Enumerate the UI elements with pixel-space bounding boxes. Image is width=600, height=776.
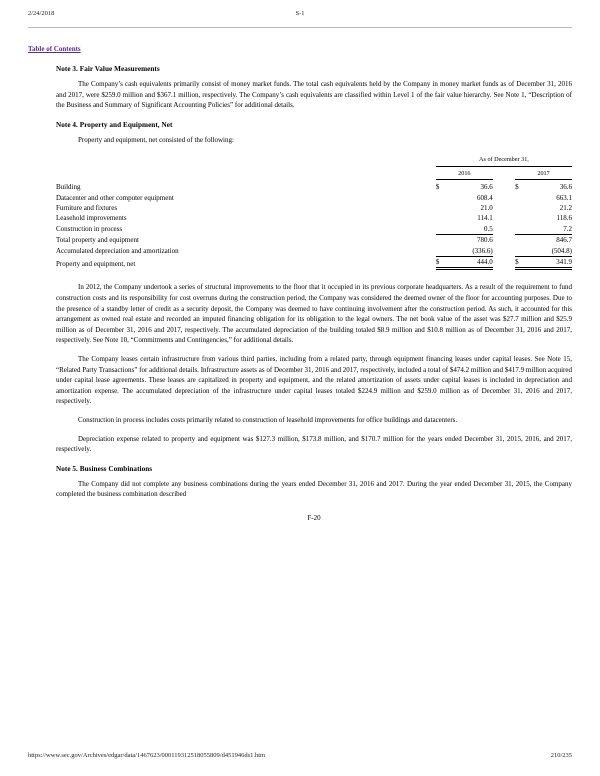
row-label: Total property and equipment — [56, 236, 139, 245]
row-label: Datacenter and other computer equipment — [56, 193, 174, 202]
table-header-span-row — [56, 155, 572, 166]
table-row — [56, 213, 572, 223]
browser-print-footer — [0, 752, 600, 766]
property-and-equipment-table — [56, 155, 572, 270]
currency-symbol-2016 — [436, 213, 446, 223]
value-2016: 444.0 — [446, 257, 493, 269]
column-gap — [493, 203, 515, 213]
note-4-construction-in-process-paragraph: Construction in process includes costs primarily related to construction of leasehold improvements for office buildings and datacenters. — [78, 415, 458, 424]
value-2016: 21.0 — [480, 204, 493, 212]
column-gap — [493, 246, 515, 257]
currency-symbol-2017: $ — [515, 183, 519, 192]
table-row — [56, 203, 572, 213]
row-label: Building — [56, 183, 81, 192]
header-divider — [28, 27, 572, 28]
value-2016: 36.6 — [480, 183, 493, 192]
column-gap — [493, 193, 515, 203]
column-gap — [493, 257, 515, 269]
table-row — [56, 235, 572, 246]
print-date: 2/24/2018 — [28, 10, 55, 17]
column-header-2016: 2016 — [436, 169, 493, 180]
value-2017: 118.6 — [556, 214, 572, 223]
value-2017: 663.1 — [556, 193, 572, 202]
currency-symbol-2016 — [436, 224, 446, 235]
currency-symbol-2017 — [515, 235, 525, 246]
currency-symbol-2016 — [436, 193, 446, 203]
value-2016: 114.1 — [477, 214, 493, 223]
currency-symbol-2017 — [515, 213, 525, 223]
browser-print-header — [0, 10, 600, 24]
column-gap — [414, 235, 436, 246]
value-2017: (504.8) — [551, 246, 572, 255]
value-2016: (336.6) — [472, 246, 493, 255]
note-3-paragraph: The Company’s cash equivalents primarily consist of money market funds. The total cash equivalents held by the Company in money market funds as of December 31, 2016 and 2017, were $259.0 million and $367.1 million, respectively. The Company’s cash equivalents are classified within Level 1 of the fair value hierarchy. See Note 1, “Description of the Business and Summary of Significant Accounting Policies” for additional details. — [56, 80, 572, 110]
table-row — [56, 193, 572, 203]
value-2016: 0.5 — [484, 224, 493, 233]
currency-symbol-2017 — [515, 246, 525, 257]
table-of-contents-link[interactable]: Table of Contents — [28, 45, 81, 53]
currency-symbol-2016 — [436, 246, 446, 257]
column-gap — [414, 203, 436, 213]
currency-symbol-2017 — [515, 224, 525, 235]
note-5-heading: Note 5. Business Combinations — [56, 464, 153, 473]
currency-symbol-2016: $ — [435, 183, 440, 192]
value-2017: 846.7 — [525, 235, 572, 246]
value-2017: 7.2 — [563, 224, 572, 233]
column-gap — [414, 257, 436, 269]
column-gap — [414, 193, 436, 203]
currency-symbol-2017 — [515, 203, 525, 213]
note-4-lead-in: Property and equipment, net consisted of the following: — [78, 135, 234, 144]
column-gap — [493, 224, 515, 235]
row-label: Furniture and fixtures — [56, 204, 118, 212]
column-gap — [493, 182, 515, 192]
currency-symbol-2017: $ — [515, 257, 525, 269]
column-gap — [414, 213, 436, 223]
table-row — [56, 224, 572, 235]
note-4-depreciation-expense-paragraph: Depreciation expense related to property and equipment was $127.3 million, $173.8 million, and $170.7 million for the years ended December 31, 2015, 2016, and 2017, respectively. — [56, 434, 572, 454]
row-label: Property and equipment, net — [56, 259, 136, 268]
table-row — [56, 182, 572, 192]
note-3-heading: Note 3. Fair Value Measurements — [56, 65, 160, 73]
column-header-2017: 2017 — [515, 169, 572, 180]
page-number: F-20 — [307, 513, 321, 522]
note-4-building-paragraph: In 2012, the Company undertook a series of structural improvements to the floor that it occupied in its previous corporate headquarters. As a result of the requirement to fund construction costs and its responsibility for cost overruns during the construction period, the Company was considered the deemed owner of the floor for accounting purposes. Due to the presence of a standby letter of credit as a security deposit, the Company was deemed to have continuing involvement after the construction period. As such, it accounted for this arrangement as owned real estate and recorded an imputed financing obligation for its obligation to the legal owners. The net book value of the asset was $27.7 million and $25.9 million as of December 31, 2016 and 2017, respectively. The accumulated depreciation of the building totaled $8.9 million and $10.8 million as of December 31, 2016 and 2017, respectively. See Note 10, “Commitments and Contingencies,” for additional details. — [56, 283, 572, 345]
currency-symbol-2016 — [436, 203, 446, 213]
document-body — [28, 38, 572, 522]
value-2017: 36.6 — [559, 183, 572, 192]
print-document-title: S-1 — [295, 10, 305, 17]
currency-symbol-2016 — [436, 235, 446, 246]
column-span-header: As of December 31, — [436, 155, 572, 166]
row-label: Leasehold improvements — [56, 214, 127, 223]
page-counter: 210/235 — [550, 752, 572, 759]
source-url: https://www.sec.gov/Archives/edgar/data/1467623/000119312518055809/d451946ds1.htm — [28, 752, 266, 759]
note-5-paragraph: The Company did not complete any business combinations during the years ended December 31, 2016 and 2017. During the year ended December 31, 2015, the Company completed the business combination described — [56, 479, 572, 499]
table-header-year-row — [56, 169, 572, 180]
value-2016: 608.4 — [477, 193, 493, 202]
note-4-heading: Note 4. Property and Equipment, Net — [56, 120, 173, 129]
column-gap — [414, 246, 436, 257]
table-header — [56, 155, 572, 182]
table-row — [56, 246, 572, 257]
row-label: Accumulated depreciation and amortization — [56, 247, 179, 256]
document-content — [56, 65, 572, 522]
currency-symbol-2017 — [515, 193, 525, 203]
value-2016: 780.6 — [446, 235, 493, 246]
table-body — [56, 182, 572, 269]
note-4-capital-leases-paragraph: The Company leases certain infrastructure from various third parties, including from a related party, through equipment financing leases under capital leases. See Note 15, “Related Party Transactions” for additional details. Infrastructure assets as of December 31, 2016 and 2017, respectively, included a total of $474.2 million and $417.9 million acquired under capital lease agreements. These leases are capitalized in property and equipment, and the related amortization of assets under capital leases is included in depreciation and amortization expense. The accumulated depreciation of the infrastructure under capital leases totaled $224.9 million and $259.0 million as of December 31, 2016 and 2017, respectively. — [56, 355, 572, 406]
table-row — [56, 257, 572, 269]
column-gap — [493, 213, 515, 223]
column-gap — [414, 224, 436, 235]
row-label: Construction in process — [56, 225, 123, 234]
column-gap — [414, 182, 436, 192]
value-2017: 341.9 — [525, 257, 572, 269]
currency-symbol-2016: $ — [436, 257, 446, 269]
value-2017: 21.2 — [559, 204, 572, 212]
column-gap — [493, 235, 515, 246]
